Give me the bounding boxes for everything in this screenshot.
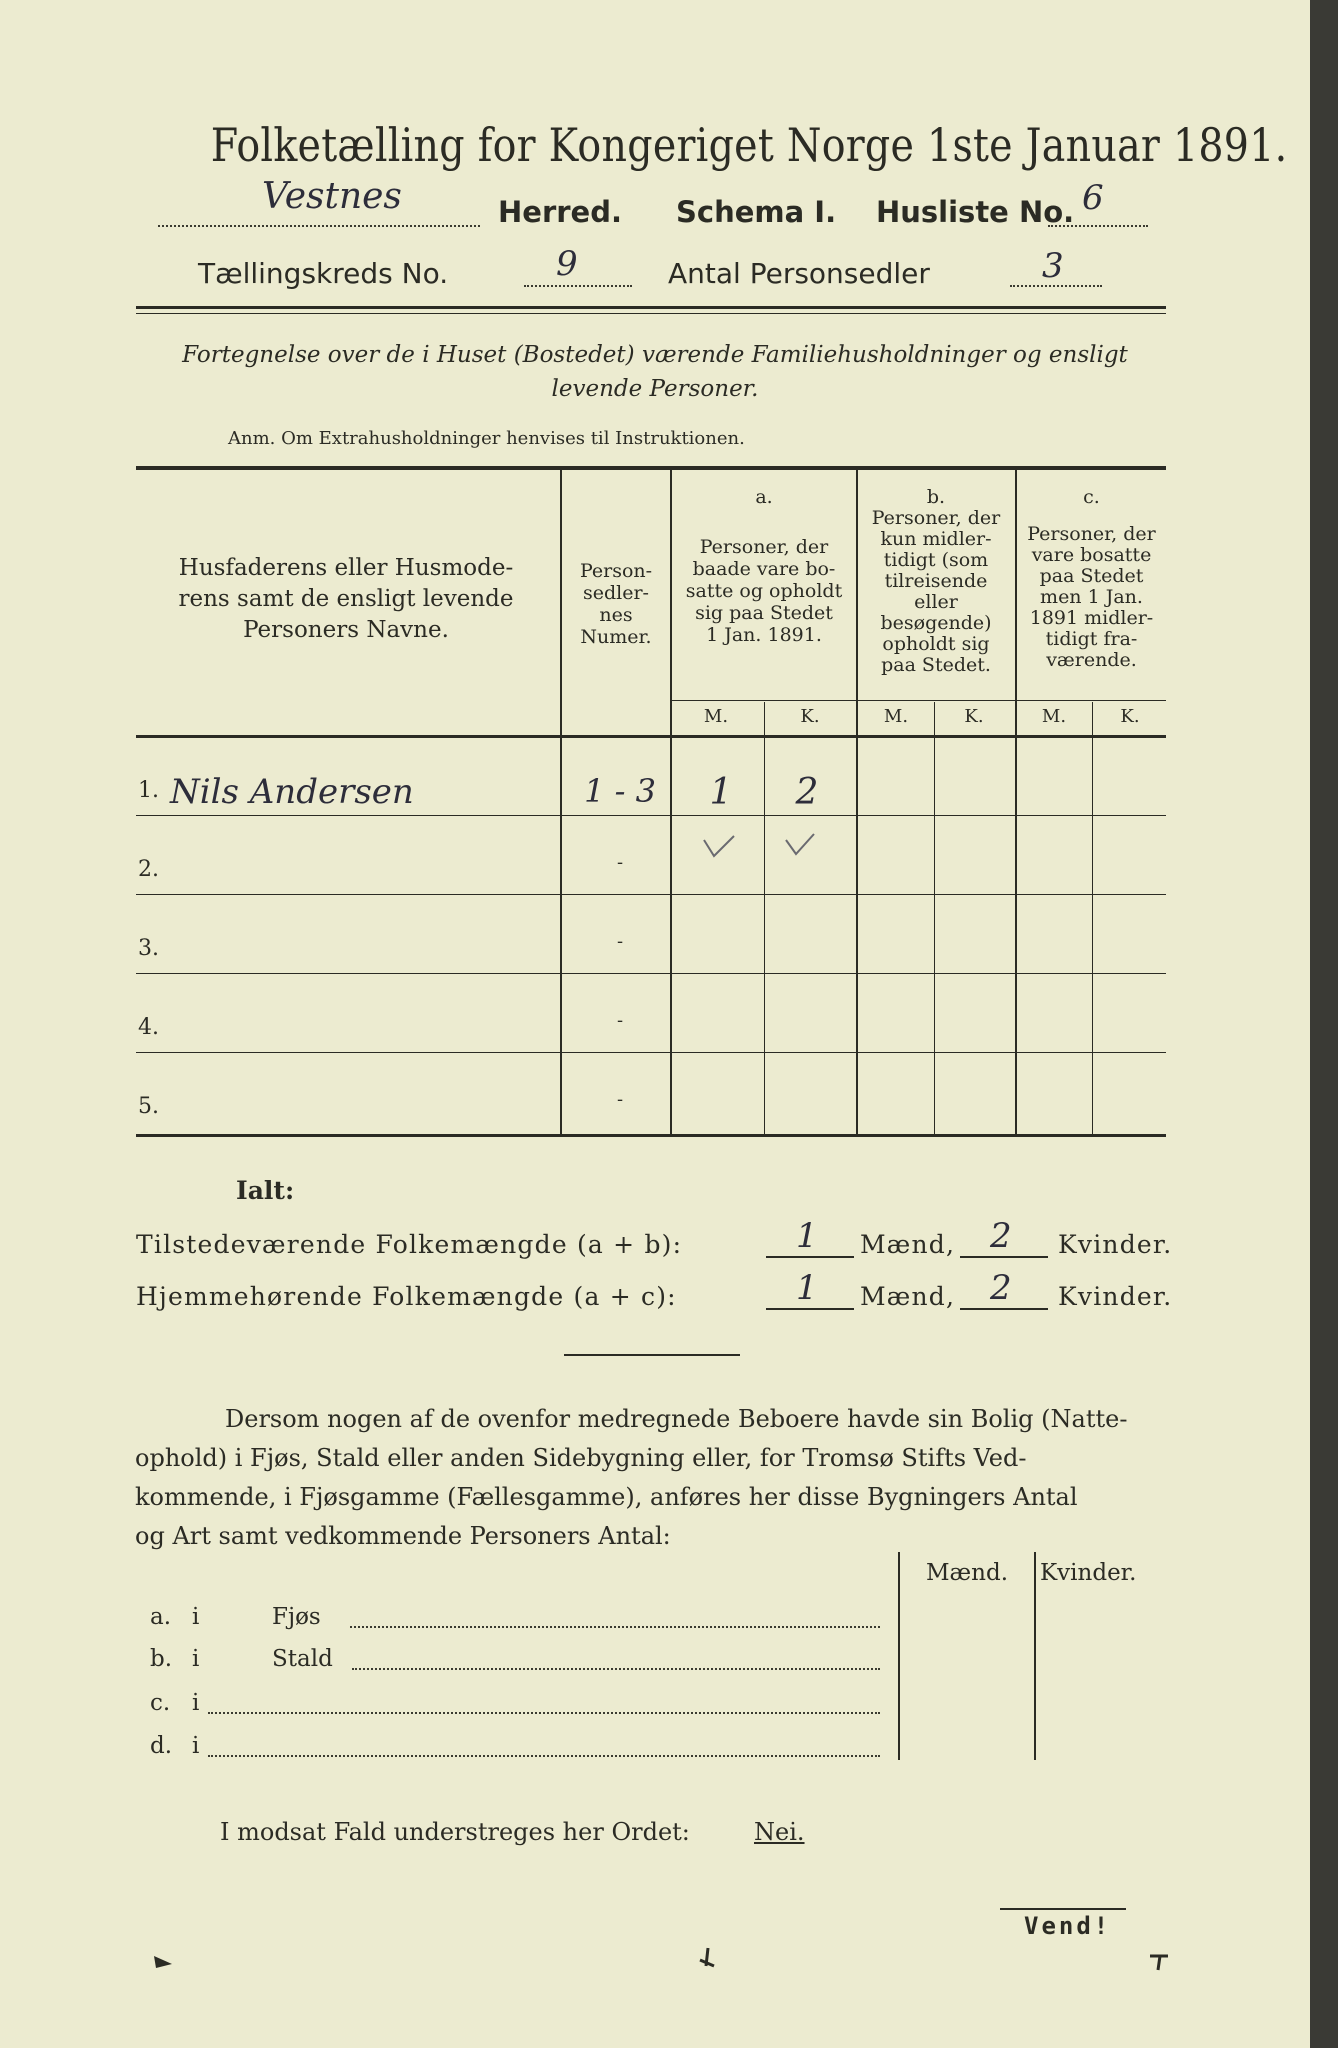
- intro-text: [135, 338, 1175, 406]
- col-a-header-line: baade vare bo-: [692, 558, 836, 580]
- vend-rule: [1000, 1908, 1126, 1910]
- intro-line-2: levende Personer.: [551, 376, 759, 402]
- a-k-label: K.: [800, 706, 820, 727]
- taellingskreds-dotline: [524, 285, 632, 287]
- kvinder-label: Kvinder.: [1058, 1230, 1173, 1259]
- maend-label: Mænd,: [860, 1282, 956, 1311]
- vend-text: Vend!: [1024, 1912, 1112, 1940]
- col-b-header-line: eller: [914, 591, 958, 613]
- modsat-text: I modsat Fald understreges her Ordet:: [220, 1818, 690, 1846]
- col-c-header-line: paa Stedet: [1039, 565, 1144, 587]
- row-number: 4.: [138, 1015, 159, 1040]
- row-5-num: -: [616, 1089, 624, 1110]
- mk-header-rule: [672, 700, 1166, 701]
- taellingskreds-label: Tællingskreds No.: [198, 257, 449, 290]
- husliste-label: Husliste No.: [876, 195, 1075, 229]
- hjemme-k-line: [960, 1308, 1048, 1310]
- row-number: 2.: [138, 857, 159, 882]
- col-num-header-line: Person-: [579, 560, 653, 582]
- husliste-dotline: [1048, 225, 1148, 227]
- row-1-a-m: 1: [709, 772, 733, 813]
- item-i: i: [192, 1733, 200, 1759]
- col-c-header-line: Personer, der: [1027, 523, 1156, 545]
- col-num-header-line: Numer.: [580, 626, 652, 648]
- header-rule-thick: [136, 306, 1166, 309]
- col-a-header-line: Personer, der: [699, 536, 829, 558]
- scan-edge: [1310, 0, 1338, 2048]
- section-divider: [564, 1354, 740, 1356]
- maend-label: Mænd,: [860, 1230, 956, 1259]
- col-name-header-line: Personers Navne.: [243, 617, 449, 643]
- tilstede-k-value: 2: [990, 1216, 1012, 1256]
- col-num-header-line: sedler-: [583, 582, 649, 604]
- col-a-letter: a.: [755, 486, 773, 508]
- row-1-name: Nils Andersen: [170, 772, 414, 812]
- col-a-header-line: sig paa Stedet: [695, 602, 833, 624]
- col-num-header-line: nes: [599, 604, 633, 626]
- ialt-label: Ialt:: [236, 1176, 295, 1205]
- col-a-header: [672, 536, 856, 646]
- col-divider-b-mk: [934, 702, 935, 1134]
- kvinder-label: Kvinder.: [1058, 1282, 1173, 1311]
- taellingskreds-value: 9: [556, 244, 578, 284]
- c-k-label: K.: [1120, 706, 1140, 727]
- item-i: i: [192, 1646, 200, 1672]
- row-number: 3.: [138, 936, 159, 961]
- col-b-header-line: Personer, der: [871, 507, 1001, 529]
- husliste-value: 6: [1082, 178, 1104, 218]
- row-rule-3: [136, 973, 1166, 974]
- herred-value: Vestnes: [262, 176, 402, 217]
- schema-label: Schema I.: [676, 195, 837, 229]
- item-label: Fjøs: [272, 1604, 321, 1630]
- item-i: i: [192, 1604, 200, 1630]
- registration-mark-icon: [1146, 1950, 1176, 1972]
- b-m-label: M.: [883, 706, 909, 727]
- item-dotline: [208, 1755, 880, 1757]
- col-b-header-line: kun midler-: [880, 528, 992, 550]
- item-i: i: [192, 1690, 200, 1716]
- tilstede-m-value: 1: [796, 1216, 818, 1256]
- intro-line-1: Fortegnelse over de i Huset (Bostedet) værende Familiehusholdninger og ensligt: [182, 342, 1128, 368]
- item-letter: d.: [150, 1733, 173, 1759]
- antal-label: Antal Personsedler: [668, 257, 930, 290]
- col-c-header: [1017, 524, 1166, 671]
- col-a-header-line: 1 Jan. 1891.: [706, 624, 822, 646]
- checkmark-icon: [782, 830, 822, 860]
- row-rule-4: [136, 1052, 1166, 1053]
- col-divider-c-mk: [1092, 702, 1093, 1134]
- para-line: og Art samt vedkommende Personers Antal:: [135, 1522, 671, 1550]
- table-header-bottom-rule: [136, 735, 1166, 738]
- tilstede-label: Tilstedeværende Folkemængde (a + b):: [136, 1230, 683, 1259]
- hjemme-m-line: [766, 1308, 854, 1310]
- row-4-num: -: [616, 1010, 624, 1031]
- item-dotline: [350, 1626, 880, 1628]
- buildings-col-divider-2: [1034, 1552, 1036, 1760]
- col-b-header-line: besøgende): [880, 612, 992, 634]
- b-k-label: K.: [964, 706, 984, 727]
- tilstede-k-line: [960, 1256, 1048, 1258]
- row-number: 1.: [138, 778, 159, 803]
- col-c-header-line: værende.: [1046, 649, 1137, 671]
- col-c-header-line: men 1 Jan.: [1040, 586, 1143, 608]
- item-letter: a.: [150, 1604, 172, 1630]
- col-num-header: [562, 560, 670, 648]
- col-c-header-line: tidigt fra-: [1045, 628, 1138, 650]
- row-rule-2: [136, 894, 1166, 895]
- item-letter: b.: [150, 1646, 173, 1672]
- row-number: 5.: [138, 1094, 159, 1119]
- registration-mark-icon: [694, 1946, 724, 1972]
- col-b-header: [858, 508, 1014, 676]
- para-line: ophold) i Fjøs, Stald eller anden Sidebygning eller, for Tromsø Stifts Ved-: [135, 1444, 1027, 1472]
- registration-mark-icon: [150, 1952, 180, 1972]
- para-line: kommende, i Fjøsgamme (Fællesgamme), anføres her disse Bygningers Antal: [135, 1483, 1078, 1511]
- col-b-header-line: opholdt sig: [882, 633, 990, 655]
- buildings-col-maend: Mænd.: [926, 1560, 1009, 1586]
- buildings-col-kvinder: Kvinder.: [1040, 1560, 1137, 1586]
- col-c-header-line: 1891 midler-: [1029, 607, 1154, 629]
- col-b-header-line: tidigt (som: [883, 549, 989, 571]
- col-a-header-line: satte og opholdt: [685, 580, 843, 602]
- item-dotline: [352, 1668, 880, 1670]
- col-name-header-line: rens samt de ensligt levende: [178, 586, 514, 612]
- col-b-header-line: tilreisende: [884, 570, 988, 592]
- table-bottom-rule: [136, 1134, 1166, 1137]
- tilstede-m-line: [766, 1256, 854, 1258]
- row-rule-1: [136, 815, 1166, 816]
- col-divider-a-mk: [764, 702, 765, 1134]
- checkmark-icon: [700, 832, 740, 862]
- row-3-num: -: [616, 931, 624, 952]
- item-letter: c.: [150, 1690, 171, 1716]
- herred-label: Herred.: [498, 195, 622, 229]
- col-b-letter: b.: [926, 486, 946, 508]
- hjemme-label: Hjemmehørende Folkemængde (a + c):: [136, 1282, 677, 1311]
- row-2-num: -: [616, 852, 624, 873]
- a-m-label: M.: [703, 706, 729, 727]
- row-1-num: 1 - 3: [584, 772, 656, 810]
- hjemme-k-value: 2: [990, 1268, 1012, 1308]
- col-name-header: [136, 553, 556, 646]
- antal-value: 3: [1042, 246, 1064, 286]
- header-rule-thin: [136, 313, 1166, 314]
- item-dotline: [208, 1712, 880, 1714]
- item-label: Stald: [272, 1646, 333, 1672]
- herred-dotline: [158, 225, 480, 227]
- hjemme-m-value: 1: [796, 1268, 818, 1308]
- form-title: Folketælling for Kongeriget Norge 1ste Januar 1891.: [210, 118, 1288, 172]
- col-name-header-line: Husfaderens eller Husmode-: [178, 555, 514, 581]
- buildings-paragraph: [135, 1400, 1165, 1556]
- anm-note: Anm. Om Extrahusholdninger henvises til Instruktionen.: [228, 428, 745, 449]
- col-c-letter: c.: [1083, 486, 1100, 508]
- row-1-a-k: 2: [795, 772, 819, 813]
- col-b-header-line: paa Stedet.: [881, 654, 991, 676]
- nei-word: Nei.: [754, 1818, 805, 1846]
- c-m-label: M.: [1041, 706, 1067, 727]
- col-c-header-line: vare bosatte: [1031, 544, 1152, 566]
- para-line: Dersom nogen af de ovenfor medregnede Beboere havde sin Bolig (Natte-: [225, 1405, 1128, 1433]
- table-top-rule: [136, 466, 1166, 470]
- buildings-col-divider-1: [898, 1552, 900, 1760]
